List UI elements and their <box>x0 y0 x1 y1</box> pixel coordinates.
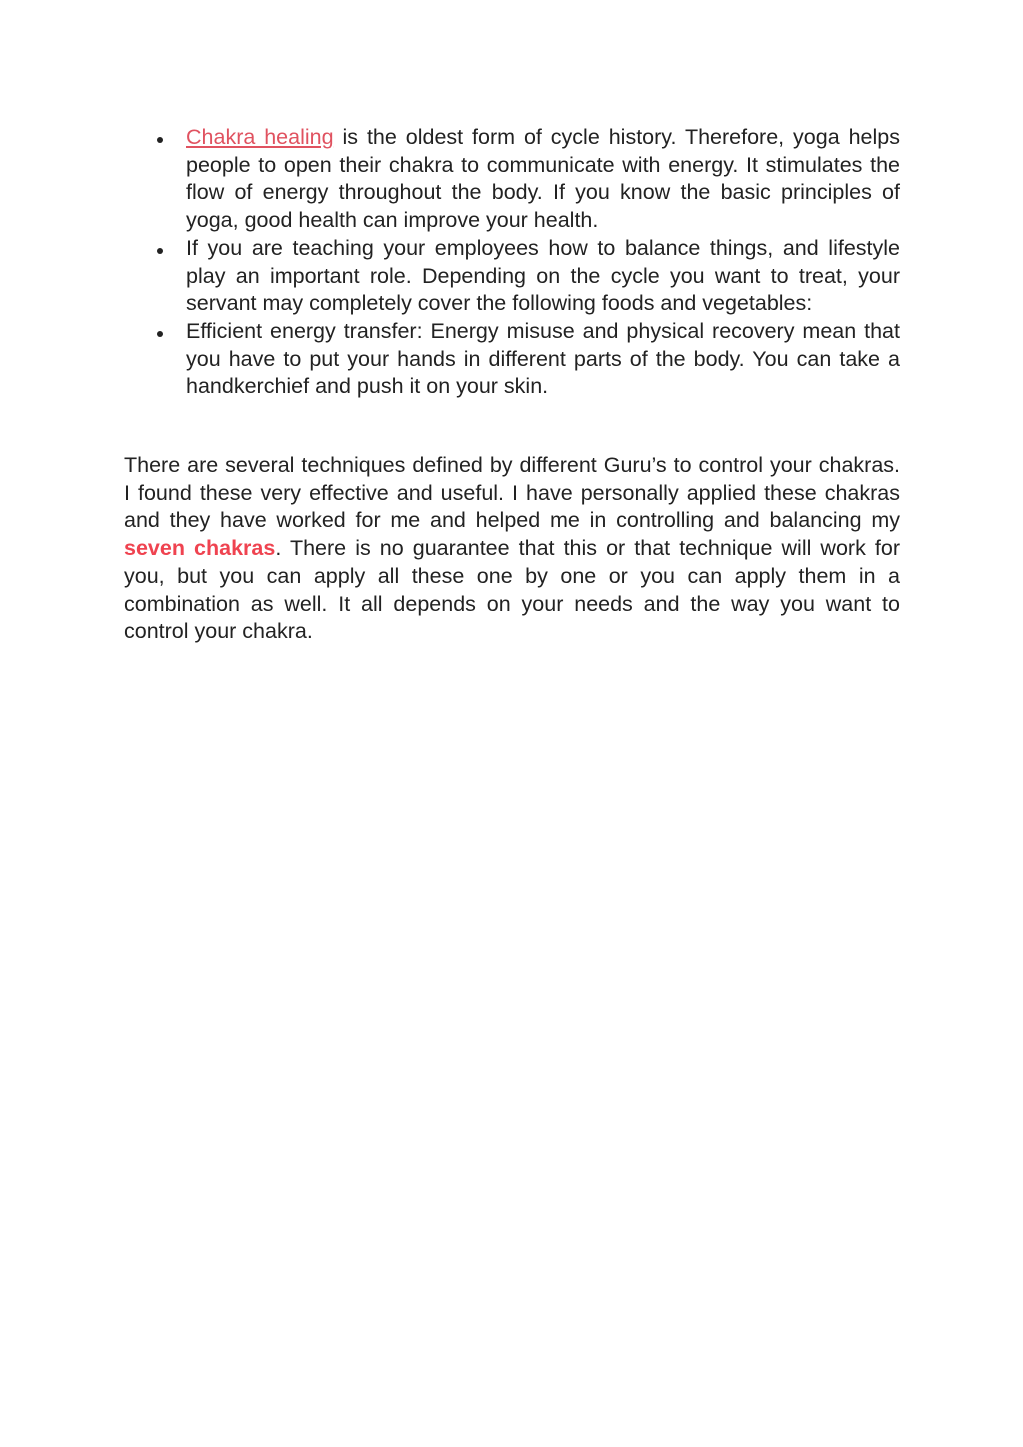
chakra-healing-link[interactable]: Chakra healing <box>186 125 334 149</box>
bullet-dot-icon <box>157 331 163 337</box>
list-item-text: Efficient energy transfer: Energy misuse and physical recovery mean that you have to put your hands in different parts of the body. You can take a handkerchief and push it on your skin. <box>186 318 900 399</box>
body-paragraph <box>124 452 900 646</box>
list-item <box>140 235 900 318</box>
bullet-dot-icon <box>157 248 163 254</box>
list-item-text: If you are teaching your employees how to balance things, and lifestyle play an important role. Depending on the cycle you want to treat, your servant may completely cover the following foods and vegetables: <box>186 235 900 316</box>
list-item <box>140 318 900 401</box>
list-item <box>140 124 900 235</box>
bullet-list <box>140 124 900 401</box>
bullet-dot-icon <box>157 137 163 143</box>
paragraph-text-after: . There is no guarantee that this or that technique will work for you, but you can apply all these one by one or you can apply them in a combination as well. It all depends on your needs and the way you want to control your chakra. <box>124 536 900 644</box>
paragraph-text-before: There are several techniques defined by different Guru’s to control your chakras. I found these very effective and useful. I have personally applied these chakras and they have worked for me and helped me in controlling and balancing my <box>124 453 900 533</box>
seven-chakras-link[interactable]: seven chakras <box>124 536 276 561</box>
list-item-text: is the oldest form of cycle history. Therefore, yoga helps people to open their chakra to communicate with energy. It stimulates the flow of energy throughout the body. If you know the basic principles of yoga, good health can improve your health. <box>186 125 900 233</box>
